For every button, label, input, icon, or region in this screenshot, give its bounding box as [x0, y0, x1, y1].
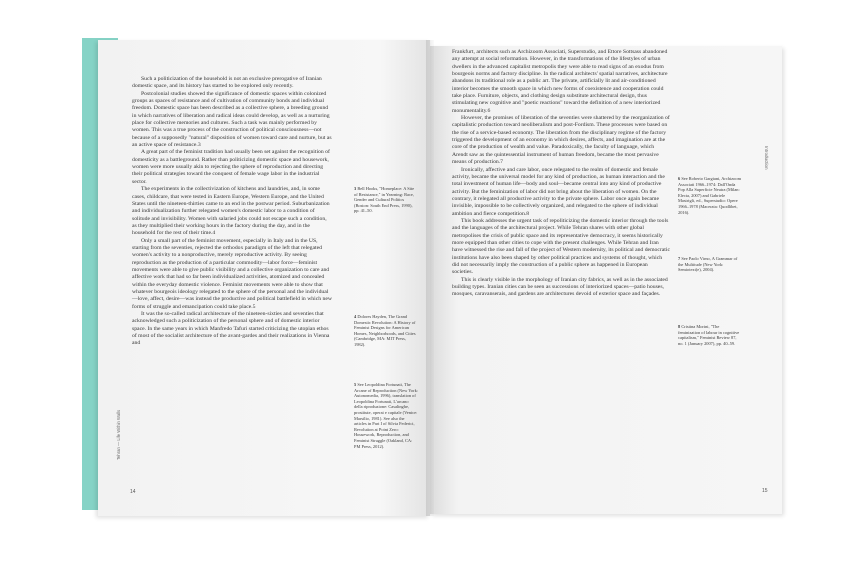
- footnote-8: 8 Cristina Morini, "The feminization of labour in cognitive capitalism," Feminist Review 87, no. 1 (January 2007), pp. 40–59.: [678, 324, 740, 346]
- paragraph: Postcolonial studies showed the significance of domestic spaces within colonized groups as spaces of resistance and of cultivation of community bonds and individual freedom. Domestic space has been described as a collective sphere, a breeding ground in which narratives of liberation and radical ideas could develop, as well as a nurturing place for collective memories and cultures. Such a task was mainly performed by women. This was a true process of the construction of political consciousness—not because of a supposedly "natural" disposition of women toward care and nurture, but as an active space of resistance.3: [132, 90, 332, 149]
- paragraph: The experiments in the collectivization of kitchens and laundries, and, in some cases, childcare, that were tested in Eastern Europe, Western Europe, and the United States until the nineteen-thirties came to an end in the postwar period. Suburbanization and individualization further relegated women's domestic labor to a condition of solitude and invisibility. Women with salaried jobs could not escape such a condition, as they multiplied their working hours in the factory during the day, and in the household for the rest of their time.4: [132, 186, 330, 237]
- footnote-4: 4 Dolores Hayden, The Grand Domestic Revolution: A History of Feminist Designs for American Homes, Neighborhoods, and Cities (Cambridge, MA: MIT Press, 1982).: [354, 314, 416, 347]
- paragraph: Such a politicization of the household is not an exclusive prerogative of Iranian domestic space, and its history has started to be explored only recently.: [132, 76, 322, 90]
- page-number: 15: [762, 488, 768, 494]
- footnote-3: 3 Bell Hooks, "Homeplace: A Site of Resistance," in Yearning: Race, Gender and Cultural Politics (Boston: South End Press, 1990), pp. 41–50.: [354, 186, 415, 214]
- right-body-text: [452, 49, 670, 299]
- footnote-7: 7 See Paolo Virno, A Grammar of the Multitude (New York: Semiotext(e), 2004).: [678, 256, 738, 273]
- paragraph: A great part of the feminist tradition had usually been set against the recognition of domesticity as a battleground. Rather than politicizing domestic space and housework, women were more usually akin to rejecting the sphere of reproduction and directing their political strategies toward the conquest of female wage labor in the industrial sector.: [132, 149, 330, 185]
- footnote-6: 6 See Roberto Gargiani, Archizoom Associati 1966–1974: Dall'Onda Pop Alla Superficie Neutra (Milan: Electa, 2007) and Gabriele Mastrigli, ed., Superstudio: Opere 1966–1978 (Macerata: Quodlibet, 2016).: [678, 176, 741, 215]
- book-gutter: [426, 40, 434, 516]
- footnote-5: 5 See Leopoldina Fortunati, The Arcane of Reproduction (New York: Autonomedia, 1996), translation of Leopoldina Fortunati, L'arcano della riproduzione: Casalinghe, prostitute, operai e capitale (Venice: Marsilio, 1981). See also the articles in Part I of Silvia Federici, Revolution at Point Zero: Housework, Reproduction, and Feminist Struggle (Oakland, CA: PM Press, 2012).: [354, 382, 419, 449]
- paragraph: It was the so-called radical architecture of the nineteen-sixties and seventies that acknowledged such a politicization of the personal sphere and of domestic interior space. In the same years in which Manfredo Tafuri started criticizing the utopian ethos of most of the socialist architecture of the avant-gardes and their realizations in Vienna and: [132, 311, 330, 347]
- running-head: Introduction: [764, 146, 769, 170]
- right-page: [430, 46, 782, 514]
- paragraph: This book addresses the urgent task of repoliticizing the domestic interior through the tools and the languages of the architectural project. While Tehran shares with other global metropolises the crisis of public space and its representative democracy, it seems historically more equipped than other cities to cope with the present challenges. While Tehran and Iran have witnessed the rise and fall of the project of Western modernity, its political and democratic institutions have also been shaped by other political practices and systems of thought, which did not necessarily imply the construction of a public sphere as happened in European societies.: [452, 217, 670, 276]
- left-body-text: [132, 76, 332, 348]
- paragraph: Frankfurt, architects such as Archizoom Associati, Superstudio, and Ettore Sottsass abandoned any attempt at social reformation. However, in the transformations of the lifestyles of urban dwellers in the advanced capitalist metropolis they were able to read signs of an exodus from bourgeois norms and factory discipline. In the radical architects' spatial narratives, architecture abandons its traditional role as a public art. The private, artificially lit and air-conditioned interior becomes the smooth space in which new forms of coexistence and cooperation could take place. Furniture, objects, and clothing design substitute architectural design, thus stimulating new cognitive and "poetic reactions" toward the definition of a new interiorized monumentality.6: [452, 49, 668, 114]
- left-page: [98, 40, 430, 516]
- paragraph: Only a small part of the feminist movement, especially in Italy and in the US, starting from the seventies, rejected the orthodox paradigm of the left that relegated women's activity to a nonproductive, merely reproductive activity. By seeing reproduction as the production of a particular commodity—labor force—feminist movements were able to give public visibility and a collective organization to care and affective work that had so far been individualized activities, atomized and concealed within the everyday domestic violence. Feminist movements were able to show that whatever bourgeois ideology relegated to the sphere of the personal and the individual—love, affect, desire—was instead the productive and political battlefield in which new forms of struggle and emancipation could take place.5: [132, 237, 332, 310]
- page-number: 14: [130, 489, 136, 495]
- paragraph: This is clearly visible in the morphology of Iranian city fabrics, as well as in the associated building types. Iranian cities can be seen as successions of interiorized spaces—patio houses, mosques, caravanserais, and gardens are architectures devoid of exterior space and façades.: [452, 276, 668, 298]
- paragraph: Ironically, affective and care labor, once relegated to the realm of domestic and female activity, became the universal model for any kind of production, as human interaction and the total investment of human life—body and soul—became central into any kind of productive activity. But the feminization of labor did not bring about the liberation of women. On the contrary, it relegated all productive activity to the private sphere. Labor once again became invisible, impossible to be collectively organized, and relegated to the sphere of individual ambition and fierce competition.8: [452, 166, 665, 217]
- running-head: Tehran — Life Within Walls: [116, 409, 121, 460]
- paragraph: However, the promises of liberation of the seventies were shattered by the reorganization of capitalistic production toward neoliberalism and post-Fordism. These processes were based on the rise of a service-based economy. The liberation from the disciplinary regime of the factory triggered the development of an economy in which desires, affects, and imagination are at the core of the production of wealth and value. Paradoxically, the faculty of language, which Arendt saw as the quintessential instrument of human freedom, became the most pervasive means of production.7: [452, 115, 670, 166]
